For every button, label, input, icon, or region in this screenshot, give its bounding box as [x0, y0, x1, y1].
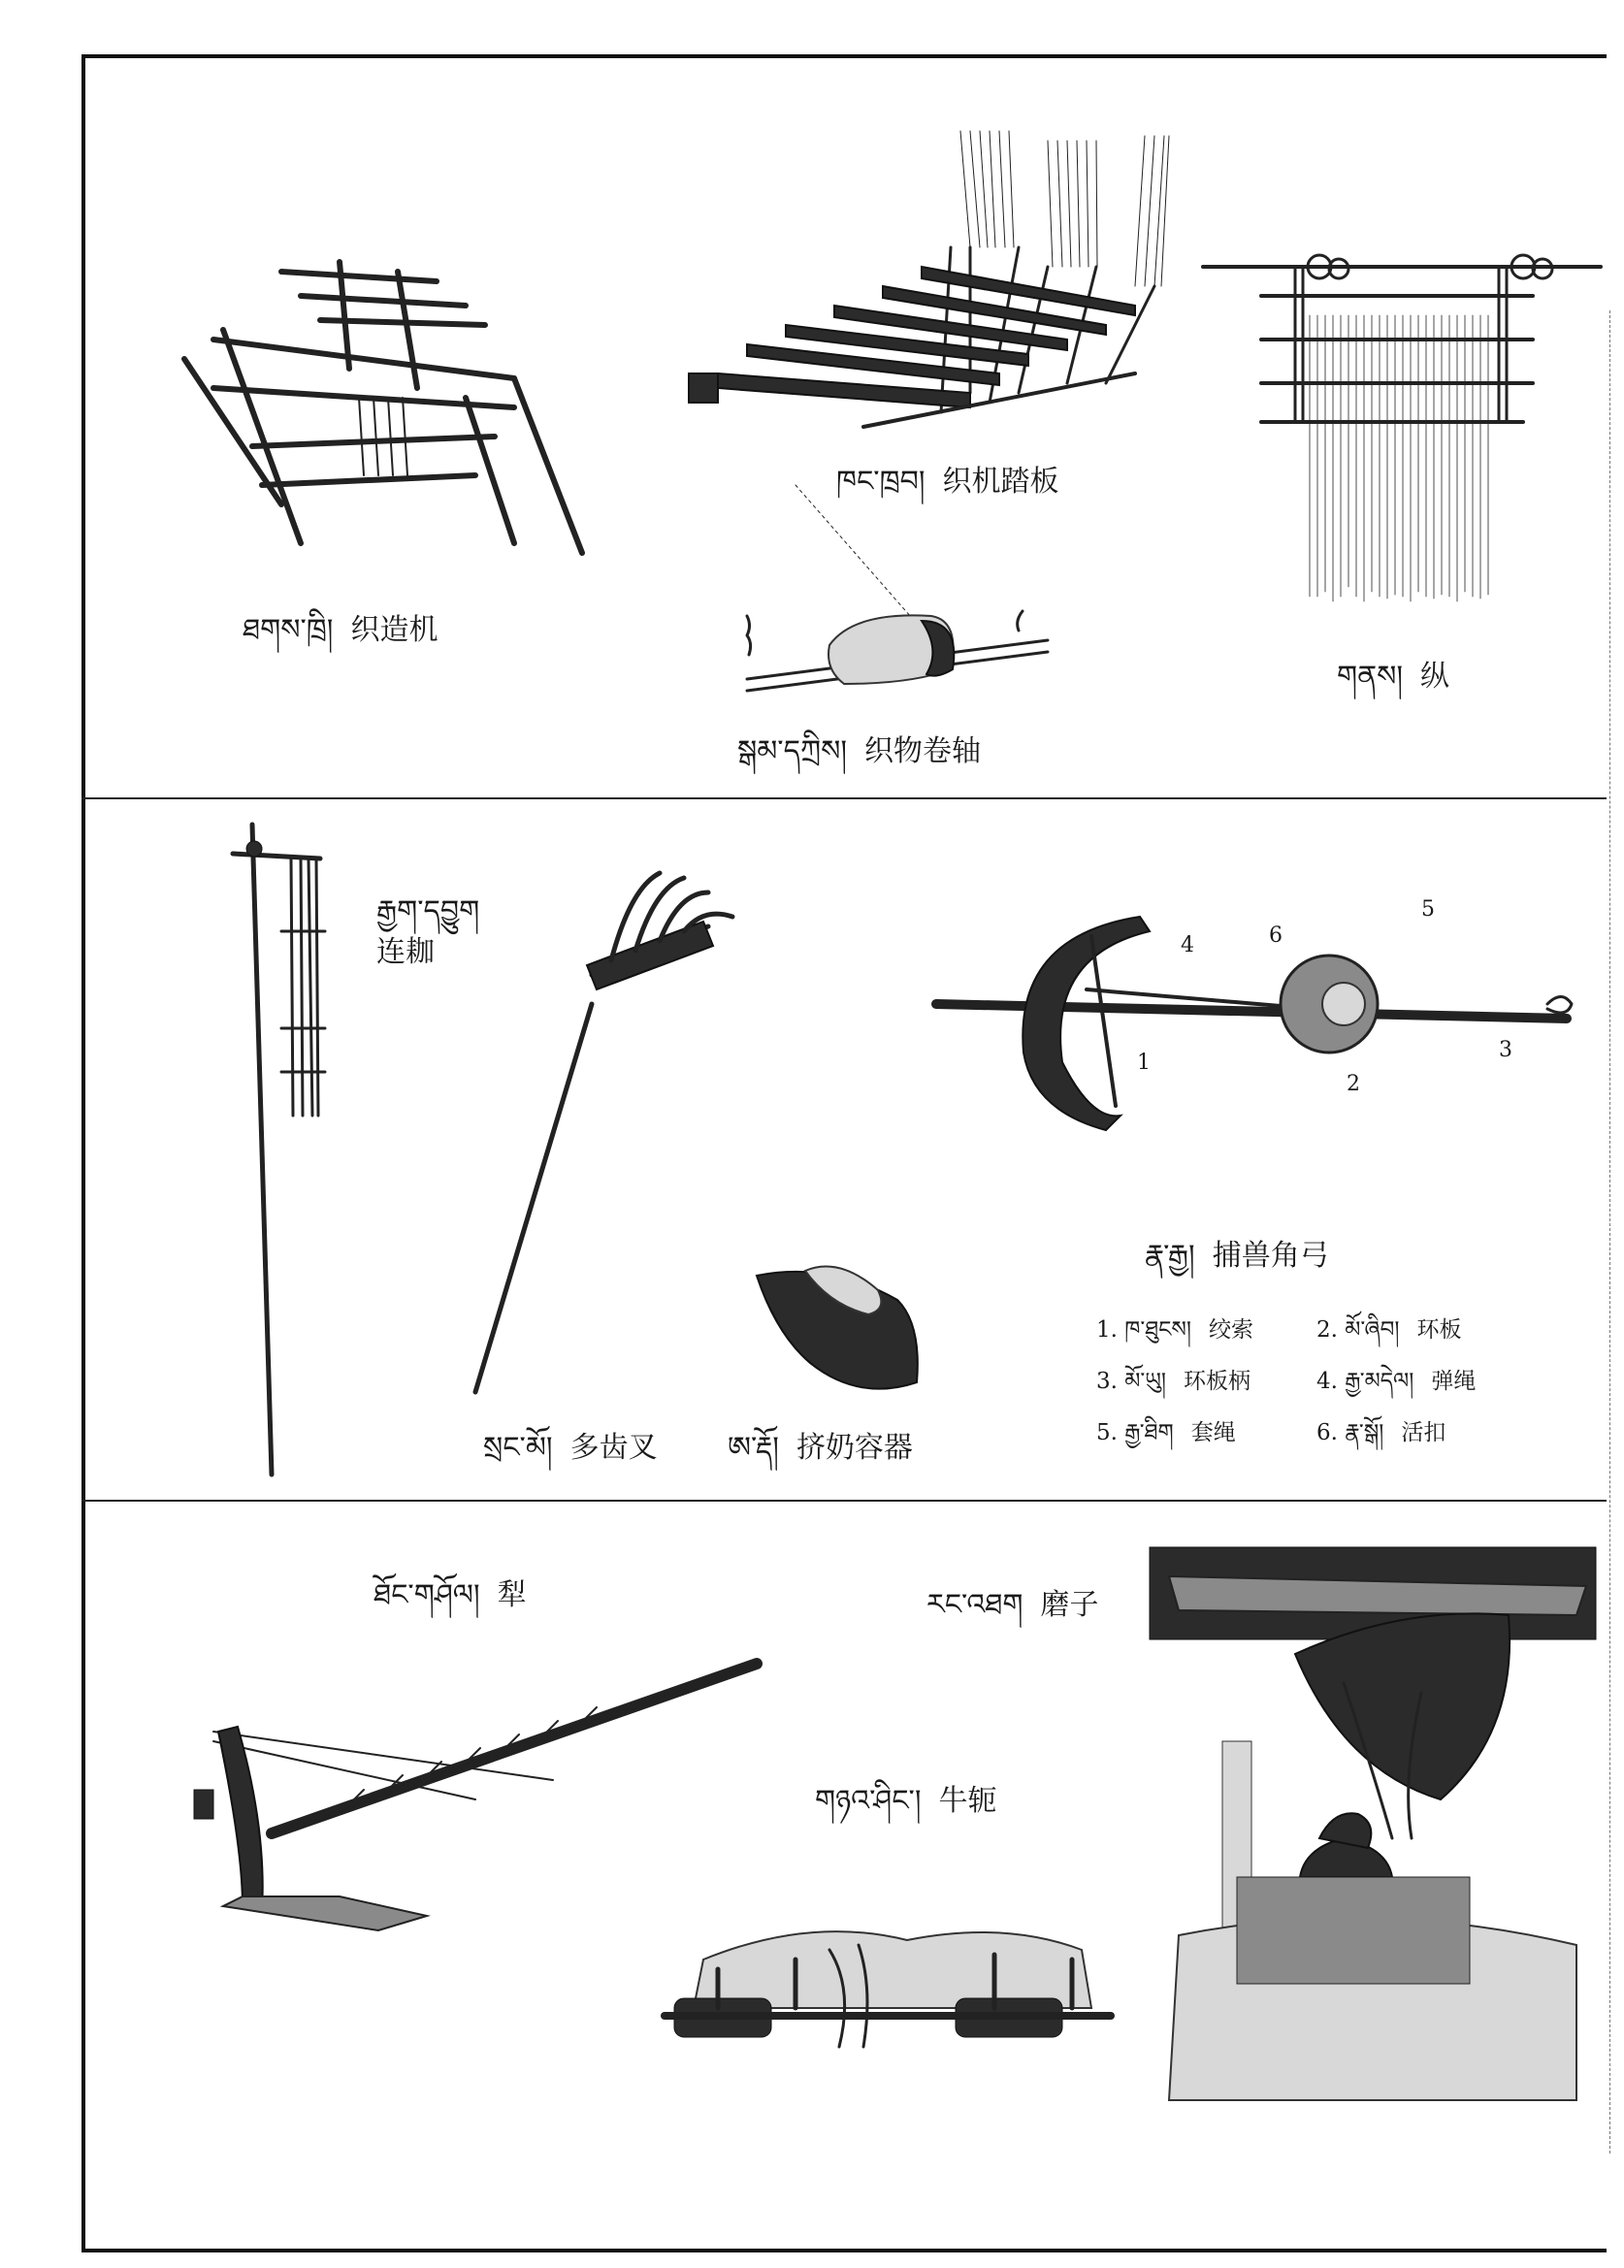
- mill-label-chinese: 磨子: [1040, 1588, 1099, 1622]
- loom-illustration: [146, 252, 601, 563]
- cloth-beam-illustration: [737, 485, 1057, 689]
- cloth-beam-label: [737, 734, 982, 768]
- part-6: 6. རྣ་སྒོ། 活扣: [1316, 1420, 1446, 1445]
- cloth-beam-label-chinese: 织物卷轴: [864, 734, 982, 768]
- flail-label: [376, 894, 480, 969]
- callout-4: 4: [1181, 933, 1194, 957]
- fork-label-tibetan: སྲང་མོ།: [483, 1431, 553, 1465]
- cloth-beam-label-tibetan: སྒམ་དཀྲིས།: [737, 734, 848, 768]
- fork-illustration: [466, 868, 757, 1397]
- flail-label-tibetan: རྒྱག་དབྱུག: [376, 894, 480, 928]
- milk-container-label: [728, 1431, 913, 1465]
- loom-label: [243, 613, 438, 647]
- callout-6: 6: [1269, 923, 1283, 948]
- horn-bow-illustration: [926, 897, 1586, 1130]
- part-2: 2. མོ་ཞིབ། 环板: [1316, 1317, 1462, 1343]
- yoke-label: [815, 1784, 997, 1818]
- section-divider-1: [81, 797, 1607, 799]
- horn-bow-label-chinese: 捕兽角弓: [1212, 1239, 1329, 1273]
- part-5: 5. རྒྱ་ཐིག 套绳: [1096, 1420, 1236, 1445]
- mill-illustration: [1150, 1547, 1596, 2105]
- loom-pedal-illustration: [679, 131, 1193, 441]
- plough-label-tibetan: ཐོང་གཤོལ།: [374, 1578, 480, 1612]
- loom-pedal-label-tibetan: ཁང་ཁྲབ།: [836, 465, 926, 499]
- flail-label-chinese: 连耞: [376, 935, 435, 969]
- horn-bow-label: [1145, 1239, 1329, 1273]
- plough-label: [374, 1578, 527, 1612]
- flail-illustration: [223, 815, 349, 1484]
- horn-bow-label-tibetan: རྣ་རྒྱ།: [1145, 1239, 1195, 1273]
- section-divider-2: [81, 1500, 1607, 1502]
- warp-label-tibetan: གནས།: [1337, 660, 1404, 694]
- yoke-illustration: [665, 1901, 1121, 2057]
- loom-pedal-label-chinese: 织机踏板: [942, 465, 1059, 499]
- mill-label: [926, 1588, 1099, 1622]
- mill-label-tibetan: རང་འཐག: [926, 1588, 1023, 1622]
- milk-container-illustration: [752, 1256, 936, 1402]
- part-4: 4. རྒྱ་མདེལ། 弹绳: [1316, 1369, 1477, 1394]
- warp-label: [1337, 660, 1450, 694]
- fork-label-chinese: 多齿叉: [569, 1431, 658, 1465]
- milk-container-label-tibetan: ཨ་རྡོ།: [728, 1431, 779, 1465]
- warp-illustration: [1203, 247, 1610, 606]
- fork-label: [483, 1431, 658, 1465]
- loom-label-chinese: 织造机: [350, 613, 438, 647]
- part-3: 3. མོ་ཡུ། 环板柄: [1096, 1369, 1251, 1394]
- milk-container-label-chinese: 挤奶容器: [796, 1431, 913, 1465]
- part-1: 1. ཁ་ཐུངས། 绞索: [1096, 1317, 1253, 1343]
- callout-2: 2: [1347, 1072, 1360, 1096]
- yoke-label-chinese: 牛轭: [938, 1784, 997, 1818]
- callout-3: 3: [1499, 1038, 1512, 1062]
- scan-edge: [1609, 310, 1624, 2154]
- loom-label-tibetan: ཐགས་ཁྲི།: [243, 613, 334, 647]
- plough-illustration: [184, 1654, 766, 1935]
- plough-label-chinese: 犁: [497, 1578, 527, 1612]
- callout-1: 1: [1137, 1051, 1151, 1075]
- callout-5: 5: [1421, 897, 1435, 922]
- warp-label-chinese: 纵: [1420, 660, 1450, 694]
- yoke-label-tibetan: གཉའ་ཤིང་།: [815, 1784, 922, 1818]
